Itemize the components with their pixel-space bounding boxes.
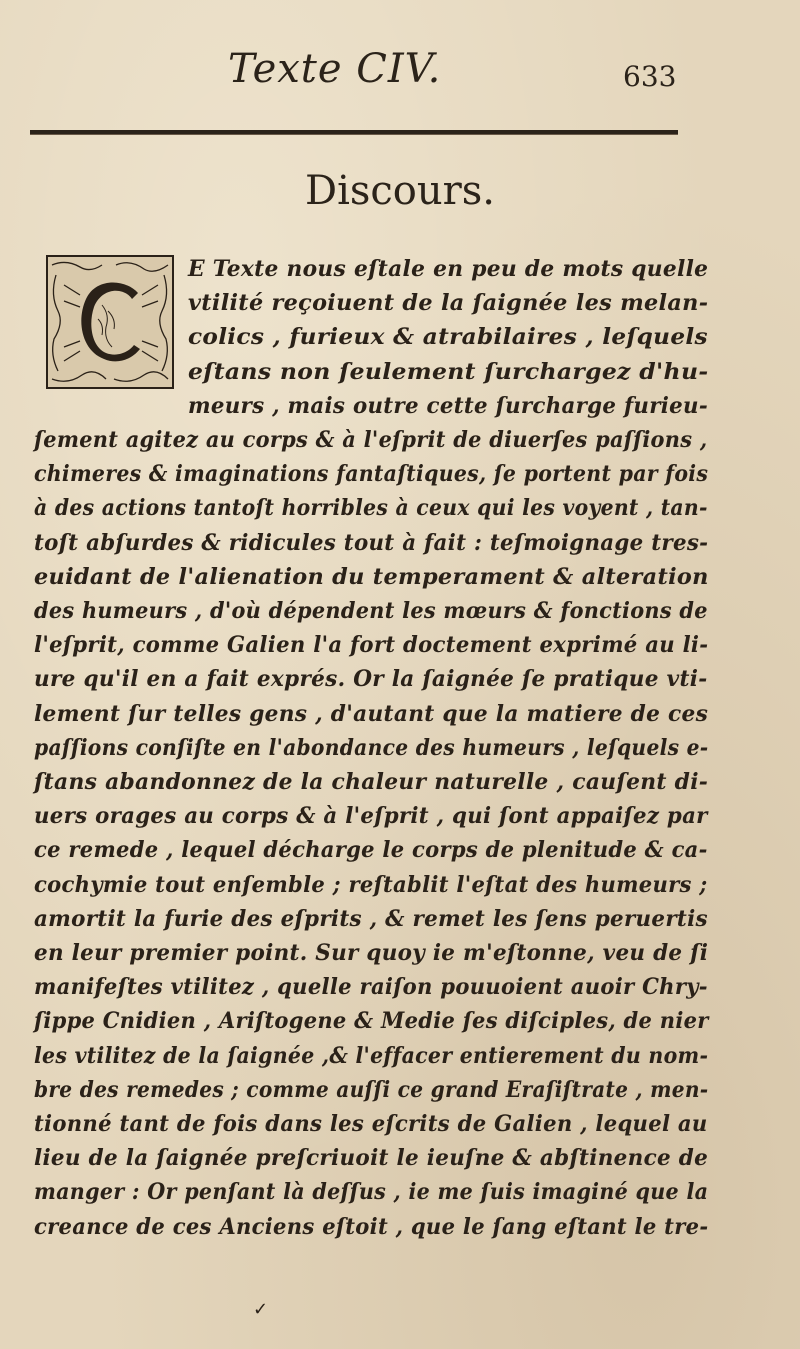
text-line: E Texte nous eſtale en peu de mots quelle bbox=[188, 256, 709, 282]
text-line: manger : Or penſant là deſſus , ie me ſuis imaginé que la bbox=[34, 1179, 709, 1206]
text-line: ſippe Cnidien , Ariſtogene & Medie ſes diſciples, de nier bbox=[34, 1008, 709, 1035]
text-line: lement ſur telles gens , d'autant que la matiere de ces bbox=[34, 700, 709, 727]
text-line: en leur premier point. Sur quoy ie m'eſtonne, veu de ſi bbox=[34, 940, 709, 966]
text-line: vtilité reçoiuent de la ſaignée les melan- bbox=[188, 290, 709, 317]
text-line: creance de ces Anciens eſtoit , que le ſang eſtant le tre- bbox=[34, 1213, 709, 1240]
text-line: les vtilitez de la ſaignée ,& l'effacer entierement du nom- bbox=[34, 1042, 709, 1069]
text-line: paſſions conſiſte en l'abondance des humeurs , leſquels e- bbox=[34, 734, 709, 761]
text-line: à des actions tantoſt horribles à ceux qui les voyent , tan- bbox=[34, 495, 708, 522]
text-line: manifeſtes vtilitez , quelle raiſon pouuoient auoir Chry- bbox=[34, 974, 708, 1001]
section-title: Discours. bbox=[305, 168, 495, 214]
text-line: des humeurs , d'où dépendent les mœurs & fonctions de bbox=[34, 598, 708, 624]
text-line: ce remede , lequel décharge le corps de plenitude & ca- bbox=[34, 837, 708, 864]
text-line: meurs , mais outre cette ſurcharge furieu- bbox=[188, 392, 708, 419]
page-number: 633 bbox=[623, 60, 677, 93]
text-line: ure qu'il en a fait exprés. Or la ſaignée ſe pratique vti- bbox=[34, 666, 708, 693]
footer-mark: ✓ bbox=[253, 1299, 269, 1320]
header-rule bbox=[30, 130, 678, 135]
text-line: tionné tant de fois dans les eſcrits de Galien , lequel au bbox=[34, 1111, 708, 1137]
text-line: chimeres & imaginations fantaſtiques, ſe portent par fois bbox=[34, 461, 709, 488]
running-title: Texte CIV. bbox=[228, 46, 442, 92]
ornamental-initial-c-icon bbox=[46, 255, 174, 389]
page-header bbox=[0, 40, 800, 100]
text-line: ſement agitez au corps & à l'eſprit de diuerſes paſſions , bbox=[34, 427, 708, 453]
text-line: eſtans non ſeulement ſurchargez d'hu- bbox=[188, 358, 709, 385]
text-line: ſtans abandonnez de la chaleur naturelle , cauſent di- bbox=[34, 769, 709, 795]
text-line: lieu de la ſaignée preſcriuoit le ieuſne & abſtinence de bbox=[34, 1145, 709, 1172]
text-line: colics , furieux & atrabilaires , leſquels bbox=[188, 324, 708, 351]
text-line: toſt abſurdes & ridicules tout à fait : teſmoignage tres- bbox=[34, 529, 709, 556]
text-line: cochymie tout enſemble ; reſtablit l'eſtat des humeurs ; bbox=[34, 871, 708, 898]
text-line: l'eſprit, comme Galien l'a fort doctement exprimé au li- bbox=[34, 632, 709, 659]
text-line: amortit la furie des eſprits , & remet les ſens peruertis bbox=[34, 905, 708, 932]
text-line: bre des remedes ; comme auſſi ce grand Eraſiſtrate , men- bbox=[34, 1076, 709, 1103]
text-line: uers orages au corps & à l'eſprit , qui ſont appaiſez par bbox=[34, 803, 708, 830]
text-line: euidant de l'alienation du temperament & alteration bbox=[34, 563, 709, 590]
